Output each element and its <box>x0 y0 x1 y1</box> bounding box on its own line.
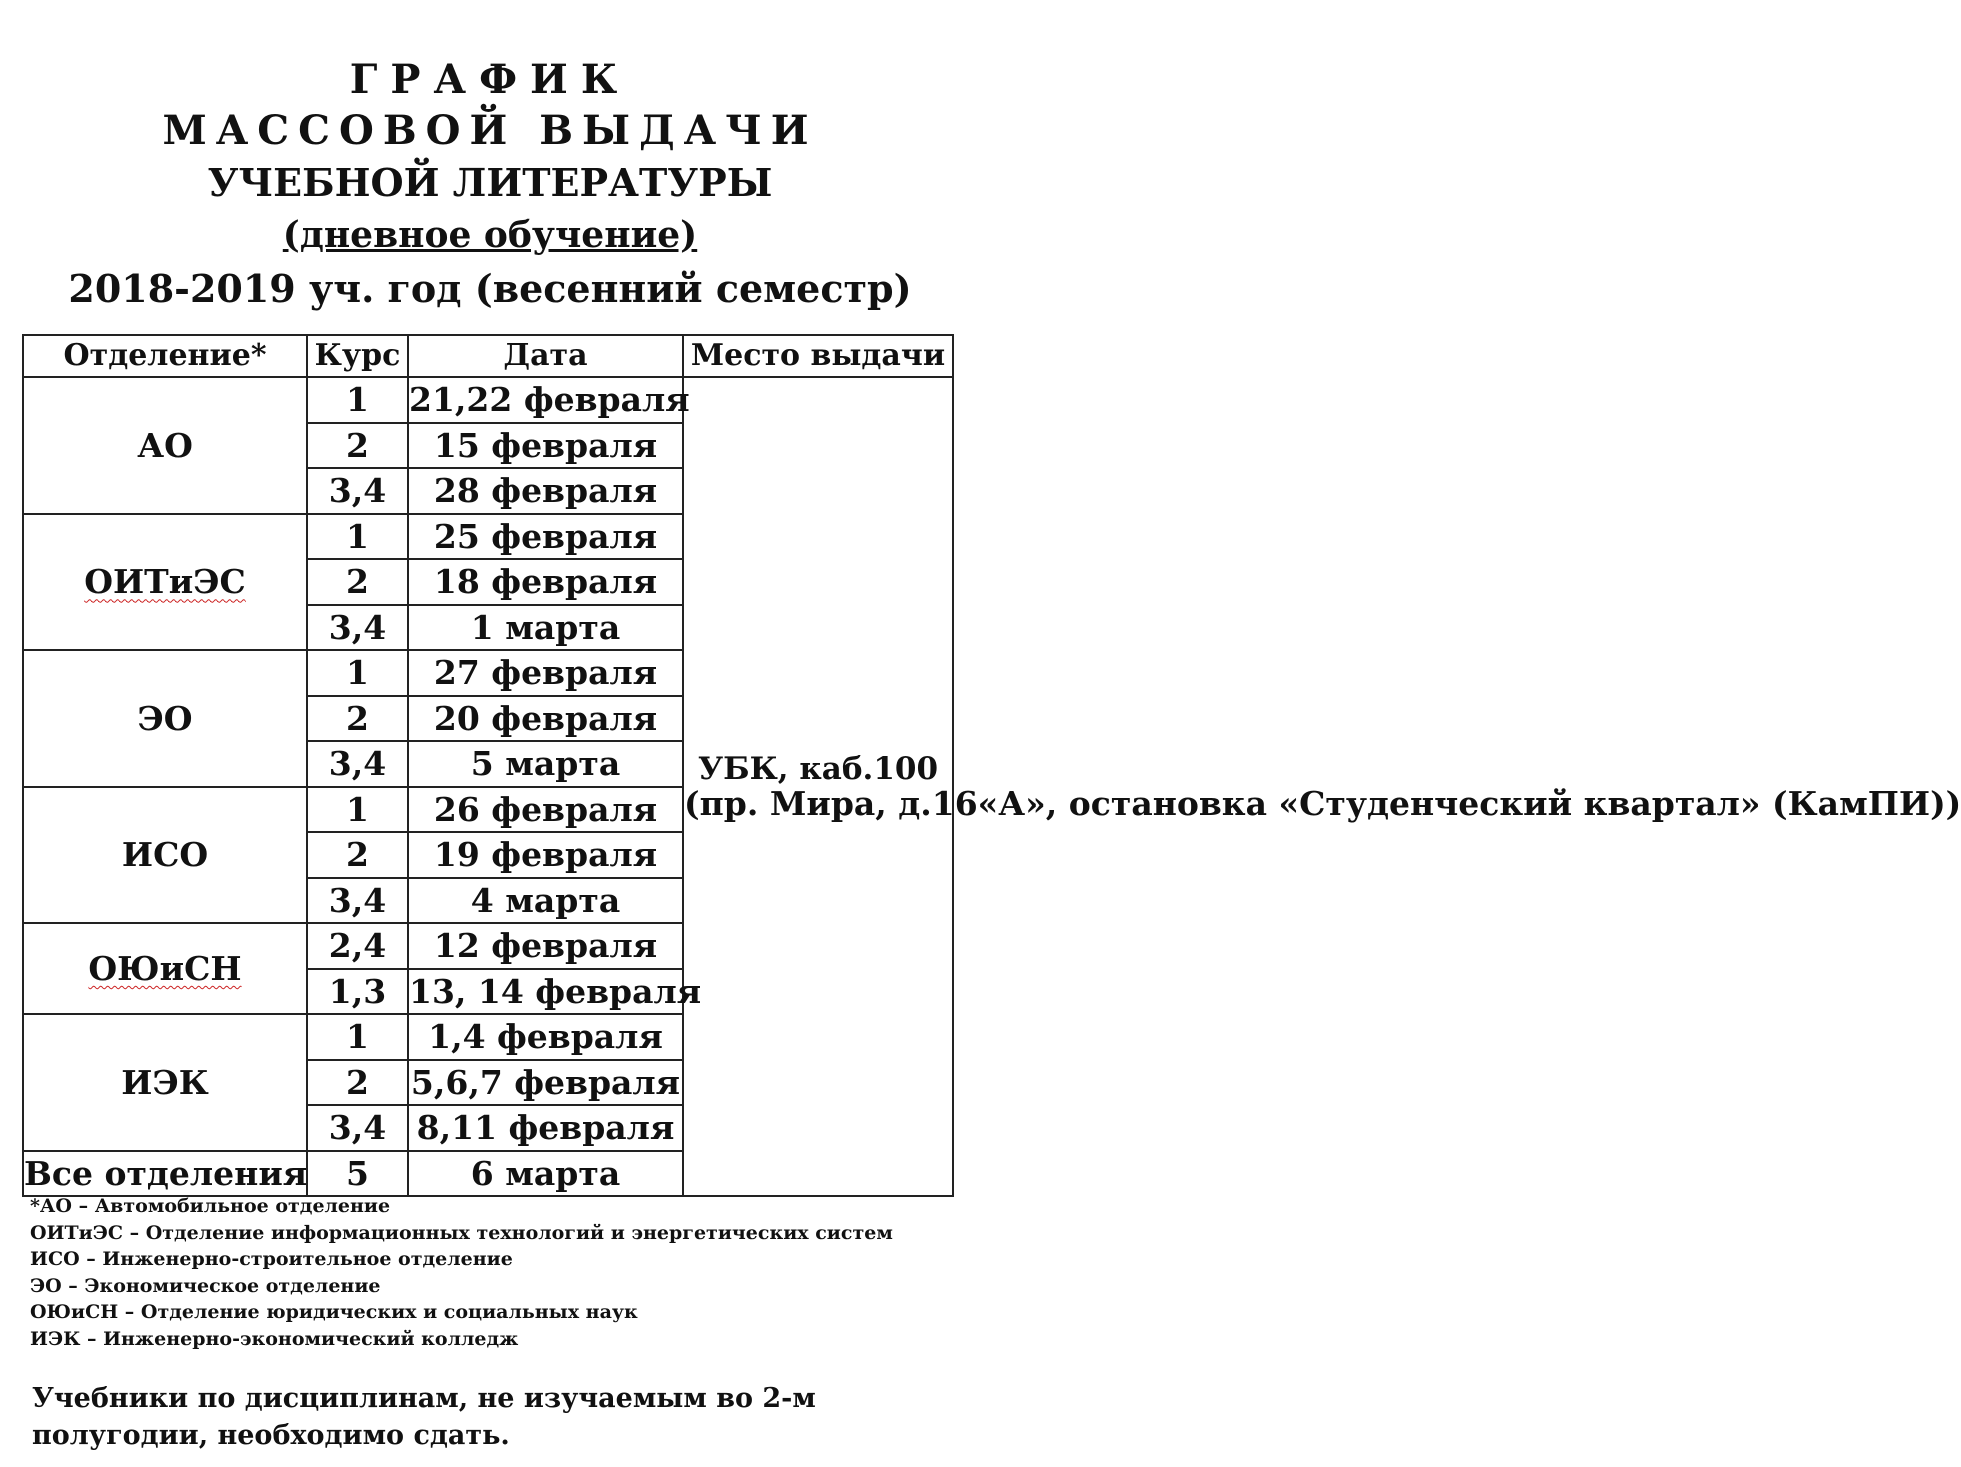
title-line-2: МАССОВОЙ ВЫДАЧИ <box>162 107 818 154</box>
date-cell: 13, 14 февраля <box>408 969 683 1015</box>
course-cell: 3,4 <box>307 1105 408 1151</box>
date-cell: 6 марта <box>408 1151 683 1197</box>
dept-cell: ИСО <box>23 787 307 924</box>
dept-label: ОЮиСН <box>88 949 242 988</box>
footnote-line: *АО – Автомобильное отделение <box>30 1195 391 1217</box>
date-cell: 1,4 февраля <box>408 1014 683 1060</box>
date-cell: 25 февраля <box>408 514 683 560</box>
dept-cell: ИЭК <box>23 1014 307 1151</box>
title-line-4: (дневное обучение) <box>282 214 698 256</box>
place-cell <box>683 377 1961 1196</box>
table-header-row <box>23 335 953 377</box>
course-cell: 5 <box>307 1151 408 1197</box>
course-cell: 3,4 <box>307 468 408 514</box>
date-cell: 19 февраля <box>408 832 683 878</box>
footnote-line: ИСО – Инженерно-строительное отделение <box>30 1248 513 1270</box>
table-row <box>23 377 953 423</box>
date-cell: 5,6,7 февраля <box>408 1060 683 1106</box>
dept-cell: ЭО <box>23 650 307 787</box>
course-cell: 1 <box>307 1014 408 1060</box>
date-cell: 27 февраля <box>408 650 683 696</box>
course-cell: 2 <box>307 423 408 469</box>
date-cell: 20 февраля <box>408 696 683 742</box>
date-cell: 28 февраля <box>408 468 683 514</box>
footnote-line: ЭО – Экономическое отделение <box>30 1274 381 1297</box>
course-cell: 3,4 <box>307 605 408 651</box>
footnote-line: ОЮиСН – Отделение юридических и социальных наук <box>30 1301 638 1323</box>
footnotes <box>30 1193 950 1352</box>
header-date: Дата <box>408 335 683 377</box>
course-cell: 2 <box>307 696 408 742</box>
date-cell: 26 февраля <box>408 787 683 833</box>
course-cell: 2,4 <box>307 923 408 969</box>
course-cell: 2 <box>307 832 408 878</box>
course-cell: 1 <box>307 650 408 696</box>
dept-cell: АО <box>23 377 307 514</box>
date-cell: 21,22 февраля <box>408 377 683 423</box>
dept-cell <box>23 923 307 1014</box>
final-note: Учебники по дисциплинам, не изучаемым во 2-м полугодии, необходимо сдать. <box>32 1383 816 1451</box>
schedule-table <box>22 334 1961 1197</box>
header-course: Курс <box>307 335 408 377</box>
course-cell: 1 <box>307 377 408 423</box>
footnote-line: ИЭК – Инженерно-экономический колледж <box>30 1327 519 1350</box>
header-place: Место выдачи <box>683 335 953 377</box>
place-main: УБК, каб.100 <box>697 750 939 787</box>
title-line-1: ГРАФИК <box>349 56 631 103</box>
date-cell: 8,11 февраля <box>408 1105 683 1151</box>
date-cell: 4 марта <box>408 878 683 924</box>
title-line-5: 2018-2019 уч. год (весенний семестр) <box>68 266 912 311</box>
date-cell: 18 февраля <box>408 559 683 605</box>
course-cell: 2 <box>307 559 408 605</box>
course-cell: 1 <box>307 514 408 560</box>
dept-cell <box>23 514 307 651</box>
date-cell: 1 марта <box>408 605 683 651</box>
dept-label: ОИТиЭС <box>84 562 246 602</box>
date-cell: 5 марта <box>408 741 683 787</box>
dept-cell: Все отделения <box>23 1151 307 1197</box>
place-details: (пр. Мира, д.16«А», остановка «Студенческий квартал» (КамПИ)) <box>684 783 1961 823</box>
course-cell: 2 <box>307 1060 408 1106</box>
date-cell: 12 февраля <box>408 923 683 969</box>
date-cell: 15 февраля <box>408 423 683 469</box>
header-dept: Отделение* <box>23 335 307 377</box>
course-cell: 3,4 <box>307 741 408 787</box>
course-cell: 1,3 <box>307 969 408 1015</box>
course-cell: 3,4 <box>307 878 408 924</box>
course-cell: 1 <box>307 787 408 833</box>
footnote-line: ОИТиЭС – Отделение информационных технологий и энергетических систем <box>30 1221 893 1244</box>
title-line-3: УЧЕБНОЙ ЛИТЕРАТУРЫ <box>207 160 773 205</box>
